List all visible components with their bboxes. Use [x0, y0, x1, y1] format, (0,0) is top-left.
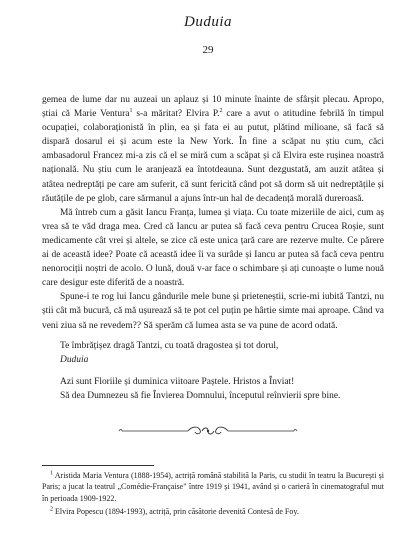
paragraph-3 [42, 290, 384, 332]
closing-line: Te îmbrățișez dragă Tantzi, cu toată dragostea și tot dorul, [60, 340, 279, 351]
text-run: gemea de lume dar nu auzeai un aplauz și 10 minute înainte de sfârșit plecau. Apropo, știai că Marie Ventura [42, 95, 384, 120]
footnote-ref: 2 [219, 107, 223, 114]
postscript-line-2: Să dea Dumnezeu să fie Învierea Domnului, începutul reînvierii spre bine. [60, 390, 341, 401]
footnote-text: Elvira Popescu (1894-1993), actriță, prin căsătorie devenită Contesă de Foy. [53, 506, 299, 516]
postscript [42, 375, 384, 403]
text-run: Mă întreb cum a găsit Iancu Franța, lumea și viața. Cu toate mizeriile de aici, cum aș vrea să te văd draga mea. Cred că Iancu ar putea să facă ceva pentru Crucea Roșie, sunt medicamente cât vrei și altele, se zice că este unica țară care are rezerve multe. Ce părere ai de această idee? Poate că această idee îi va surâde și Iancu ar putea să facă ceva pentru nenorociții noștri de acolo. O lună, două v-ar face o schimbare și ați cunoaște o lume nouă care desigur este diferită de a noastră. [42, 207, 384, 289]
page-number: 29 [202, 44, 214, 56]
footnote-mark: 2 [50, 506, 53, 513]
postscript-line-1: Azi sunt Floriile și duminica viitoare Paștele. Hristos a Înviat! [60, 376, 295, 387]
footnotes [42, 470, 384, 519]
text-run: Spune-i te rog lui Iancu gândurile mele bune și prieteneștii, scrie-mi iubită Tantzi, nu știi cât mă bucură, că mă ușurează să te pot cel puțin pe hârtie simte mai aproape. Când va veni ziua să ne revedem?? Să sperăm că lumea asta se va pune de acord odată. [42, 292, 384, 331]
paragraph-2 [42, 206, 384, 291]
paragraph-1 [42, 93, 384, 206]
footnote-2 [42, 506, 384, 517]
footnote-1 [42, 470, 384, 504]
footnote-ref: 1 [129, 107, 133, 114]
signature: Duduia [60, 354, 89, 365]
running-head-title: Duduia [184, 14, 232, 30]
footnote-mark: 1 [50, 470, 53, 477]
letter-closing [42, 339, 384, 367]
footnote-text: Aristida Maria Ventura (1888-1954), actriță română stabilită la Paris, cu studii în teatru la București și Paris; a jucat la teatrul „Comédie-Française" între 1919 și 1941, având și o carieră în cinematograful mut în perioada 1909-1922. [42, 471, 384, 503]
main-text [42, 93, 384, 403]
text-run: care a avut o atitudine febrilă în timpul ocupației, colaboraționistă în plin, ea și fata ei au putut, plătind milioane, să facă să dispară dosarul ei și acum este la New York. În fine a scăpat nu știu cum, căci ambasadorul Francez mi-a zis că el se miră cum a scăpat și că Elvira este rușinea noastră națională. Nu știu cum le aranjează ea întotdeauna. Sunt dezgustată, am auzit atâtea și atâtea nedreptăți pe care am suferit, că sunt fericită când pot să dorm să uit nedreptățile și răutățile de pe glob, care sărmanul a ajuns într-un hal de decadență morală dureroasă. [42, 109, 384, 204]
ornament-divider [118, 424, 298, 438]
footnote-separator [42, 465, 154, 466]
text-run: s-a măritat? Elvira P. [132, 109, 220, 120]
